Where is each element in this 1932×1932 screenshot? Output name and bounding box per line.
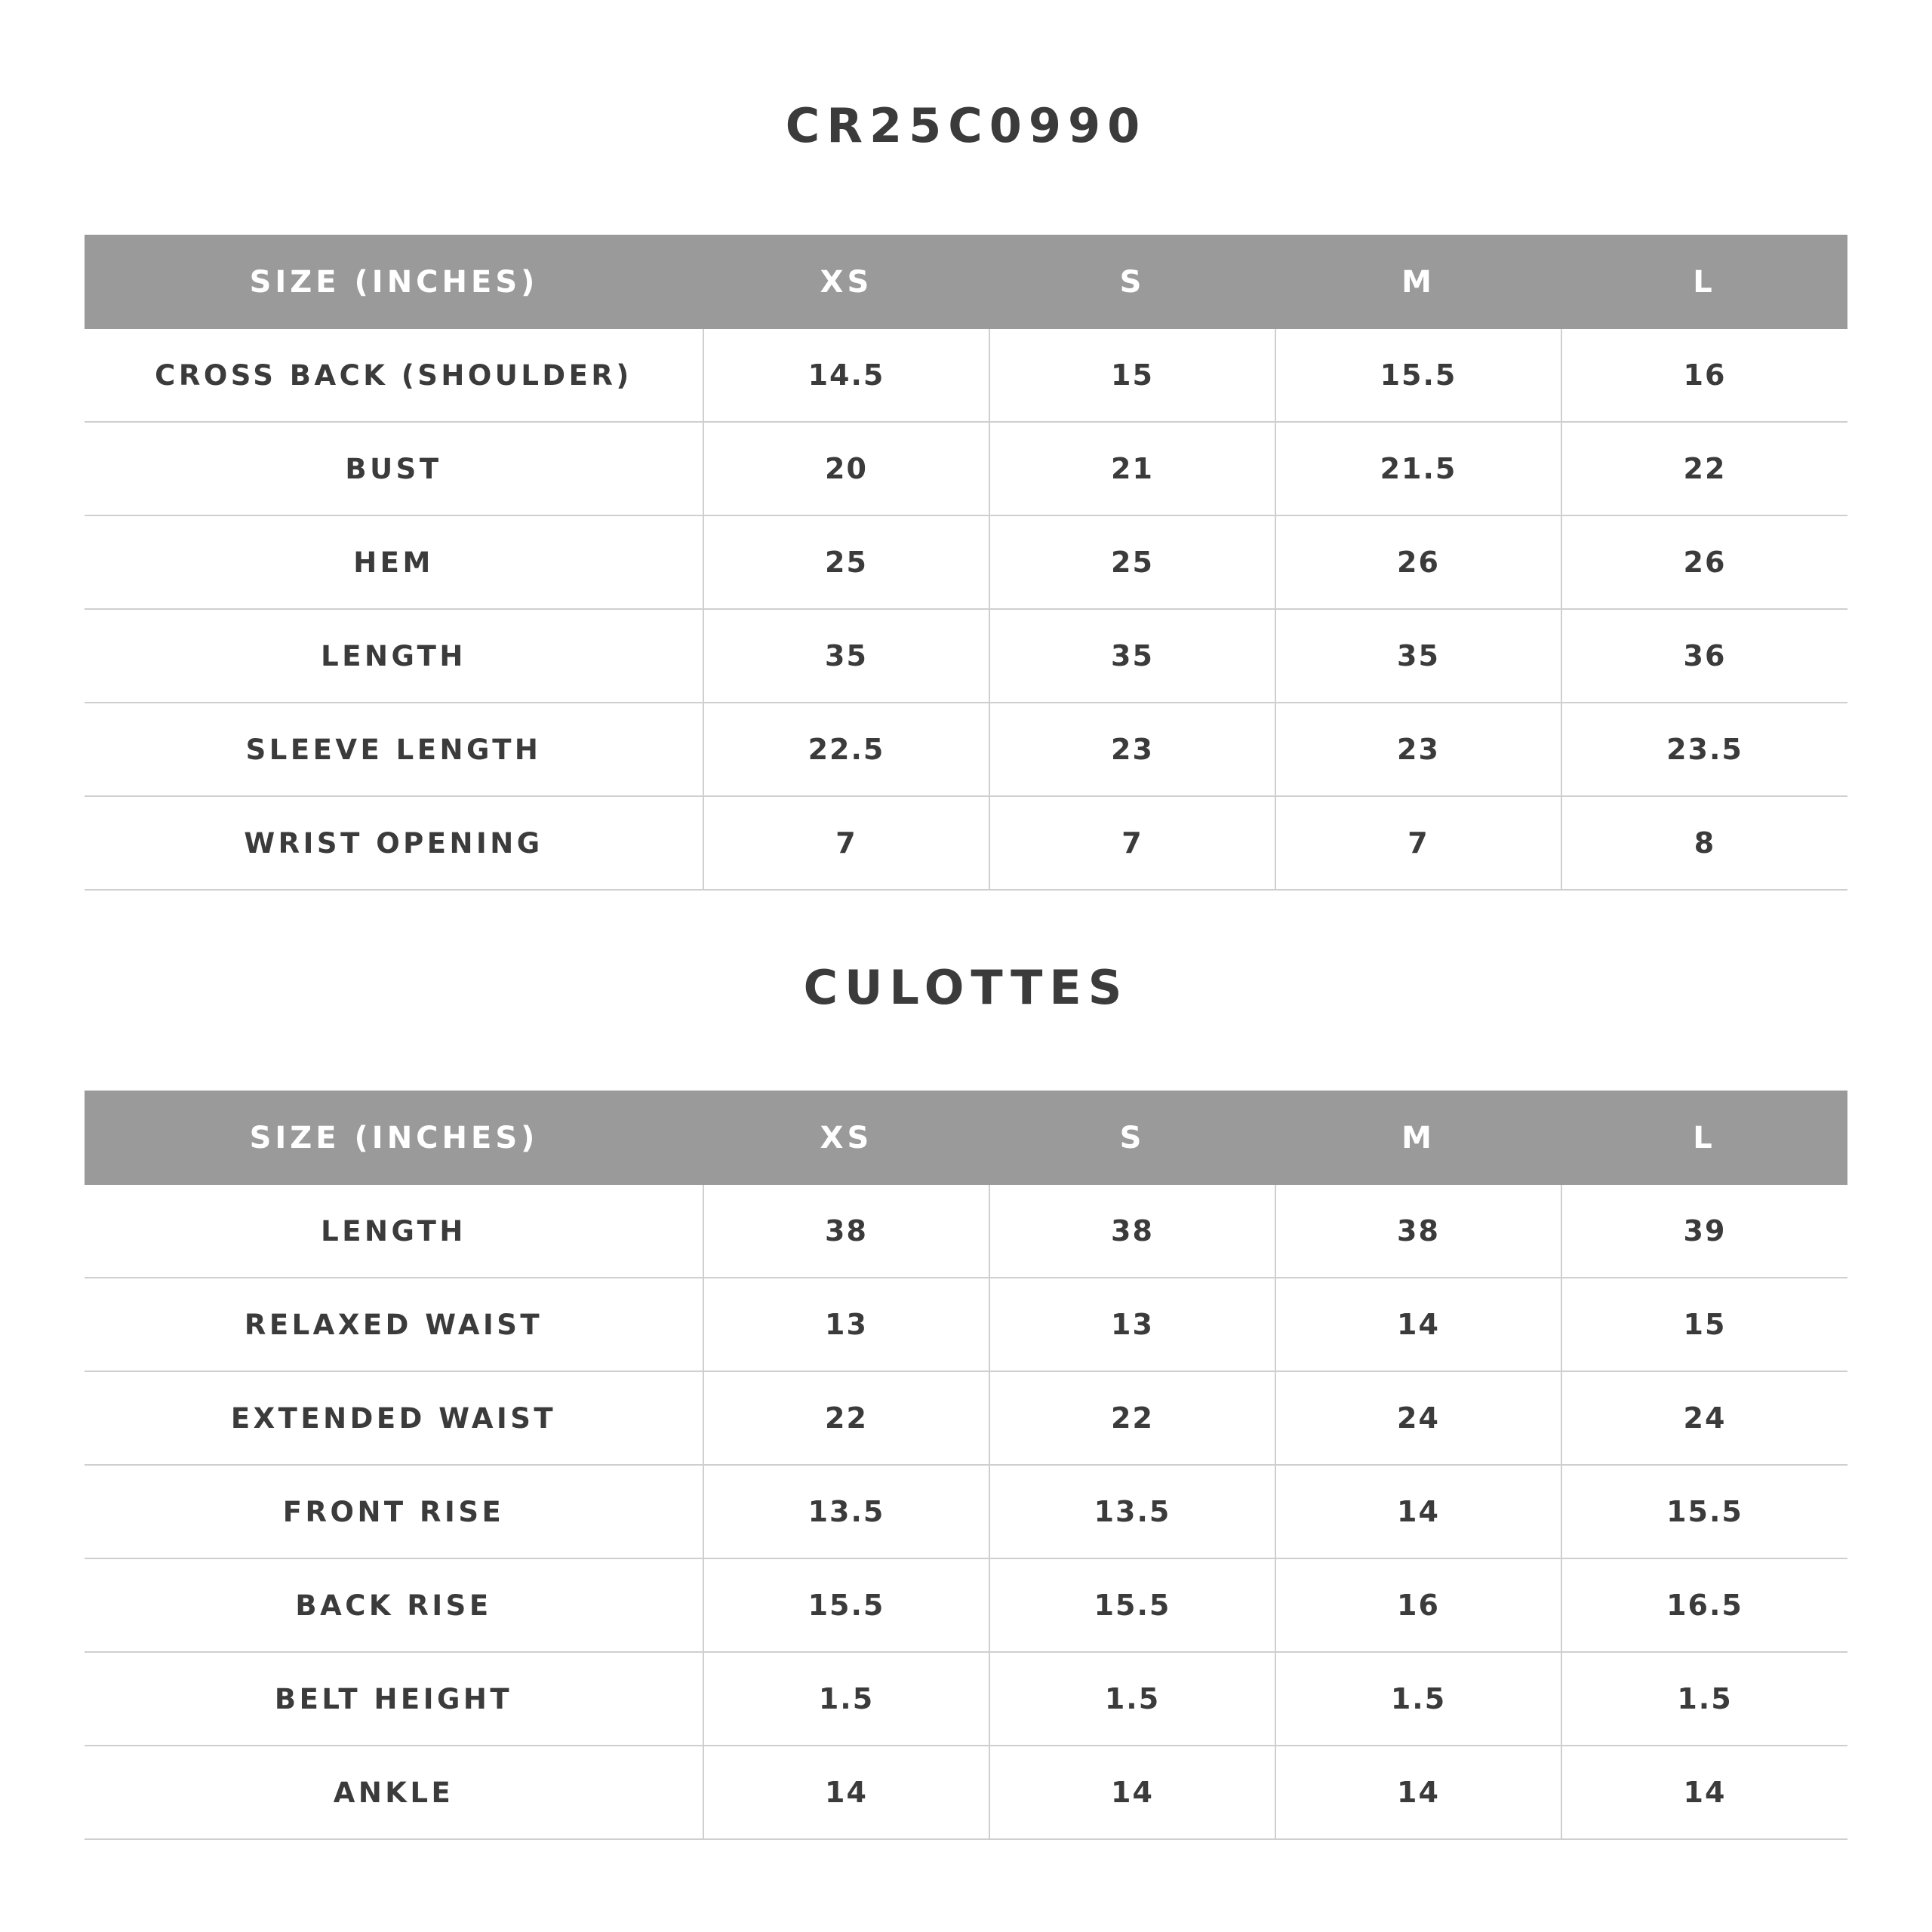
table-row — [85, 703, 1847, 796]
table-header-row — [85, 1091, 1847, 1185]
cell-xs: 35 — [703, 609, 989, 703]
size-table-bottom — [85, 1091, 1847, 1840]
cell-m: 23 — [1275, 703, 1561, 796]
table-row — [85, 1278, 1847, 1371]
cell-s: 13.5 — [989, 1465, 1275, 1558]
cell-s: 38 — [989, 1185, 1275, 1278]
column-header-measurement: SIZE (INCHES) — [85, 235, 703, 329]
cell-xs: 25 — [703, 515, 989, 609]
cell-xs: 15.5 — [703, 1558, 989, 1652]
cell-xs: 13.5 — [703, 1465, 989, 1558]
table-row — [85, 1465, 1847, 1558]
row-label: HEM — [85, 515, 703, 609]
cell-s: 14 — [989, 1746, 1275, 1839]
cell-l: 8 — [1561, 796, 1847, 890]
cell-m: 14 — [1275, 1278, 1561, 1371]
cell-m: 1.5 — [1275, 1652, 1561, 1746]
cell-m: 21.5 — [1275, 422, 1561, 515]
cell-s: 13 — [989, 1278, 1275, 1371]
size-table-top — [85, 235, 1847, 891]
column-header-l: L — [1561, 235, 1847, 329]
cell-xs: 22.5 — [703, 703, 989, 796]
cell-xs: 14.5 — [703, 329, 989, 422]
cell-s: 15 — [989, 329, 1275, 422]
cell-m: 14 — [1275, 1465, 1561, 1558]
page-title: CR25C0990 — [785, 98, 1147, 153]
cell-m: 26 — [1275, 515, 1561, 609]
cell-l: 15 — [1561, 1278, 1847, 1371]
cell-l: 16.5 — [1561, 1558, 1847, 1652]
cell-s: 25 — [989, 515, 1275, 609]
table-row — [85, 1746, 1847, 1839]
cell-s: 23 — [989, 703, 1275, 796]
cell-m: 35 — [1275, 609, 1561, 703]
table-row — [85, 329, 1847, 422]
cell-l: 1.5 — [1561, 1652, 1847, 1746]
row-label: CROSS BACK (SHOULDER) — [85, 329, 703, 422]
cell-xs: 13 — [703, 1278, 989, 1371]
table-row — [85, 515, 1847, 609]
table-row — [85, 1185, 1847, 1278]
cell-l: 26 — [1561, 515, 1847, 609]
cell-l: 39 — [1561, 1185, 1847, 1278]
column-header-l: L — [1561, 1091, 1847, 1185]
row-label: BELT HEIGHT — [85, 1652, 703, 1746]
cell-s: 7 — [989, 796, 1275, 890]
row-label: ANKLE — [85, 1746, 703, 1839]
cell-l: 22 — [1561, 422, 1847, 515]
cell-xs: 22 — [703, 1371, 989, 1465]
cell-l: 14 — [1561, 1746, 1847, 1839]
row-label: LENGTH — [85, 1185, 703, 1278]
cell-m: 7 — [1275, 796, 1561, 890]
cell-m: 38 — [1275, 1185, 1561, 1278]
cell-xs: 14 — [703, 1746, 989, 1839]
cell-xs: 1.5 — [703, 1652, 989, 1746]
cell-s: 1.5 — [989, 1652, 1275, 1746]
cell-l: 16 — [1561, 329, 1847, 422]
column-header-measurement: SIZE (INCHES) — [85, 1091, 703, 1185]
cell-s: 21 — [989, 422, 1275, 515]
cell-l: 24 — [1561, 1371, 1847, 1465]
table-row — [85, 1371, 1847, 1465]
cell-m: 15.5 — [1275, 329, 1561, 422]
cell-l: 15.5 — [1561, 1465, 1847, 1558]
cell-s: 15.5 — [989, 1558, 1275, 1652]
section-title-culottes: CULOTTES — [803, 960, 1129, 1015]
cell-xs: 20 — [703, 422, 989, 515]
row-label: BUST — [85, 422, 703, 515]
cell-l: 23.5 — [1561, 703, 1847, 796]
row-label: WRIST OPENING — [85, 796, 703, 890]
cell-s: 22 — [989, 1371, 1275, 1465]
table-row — [85, 1652, 1847, 1746]
cell-m: 16 — [1275, 1558, 1561, 1652]
column-header-m: M — [1275, 1091, 1561, 1185]
cell-s: 35 — [989, 609, 1275, 703]
column-header-m: M — [1275, 235, 1561, 329]
row-label: SLEEVE LENGTH — [85, 703, 703, 796]
column-header-s: S — [989, 1091, 1275, 1185]
cell-xs: 38 — [703, 1185, 989, 1278]
row-label: EXTENDED WAIST — [85, 1371, 703, 1465]
table-row — [85, 1558, 1847, 1652]
cell-xs: 7 — [703, 796, 989, 890]
row-label: FRONT RISE — [85, 1465, 703, 1558]
table-row — [85, 796, 1847, 890]
column-header-s: S — [989, 235, 1275, 329]
table-header-row — [85, 235, 1847, 329]
cell-m: 24 — [1275, 1371, 1561, 1465]
column-header-xs: XS — [703, 1091, 989, 1185]
column-header-xs: XS — [703, 235, 989, 329]
table-row — [85, 422, 1847, 515]
cell-m: 14 — [1275, 1746, 1561, 1839]
row-label: LENGTH — [85, 609, 703, 703]
row-label: BACK RISE — [85, 1558, 703, 1652]
row-label: RELAXED WAIST — [85, 1278, 703, 1371]
table-row — [85, 609, 1847, 703]
cell-l: 36 — [1561, 609, 1847, 703]
